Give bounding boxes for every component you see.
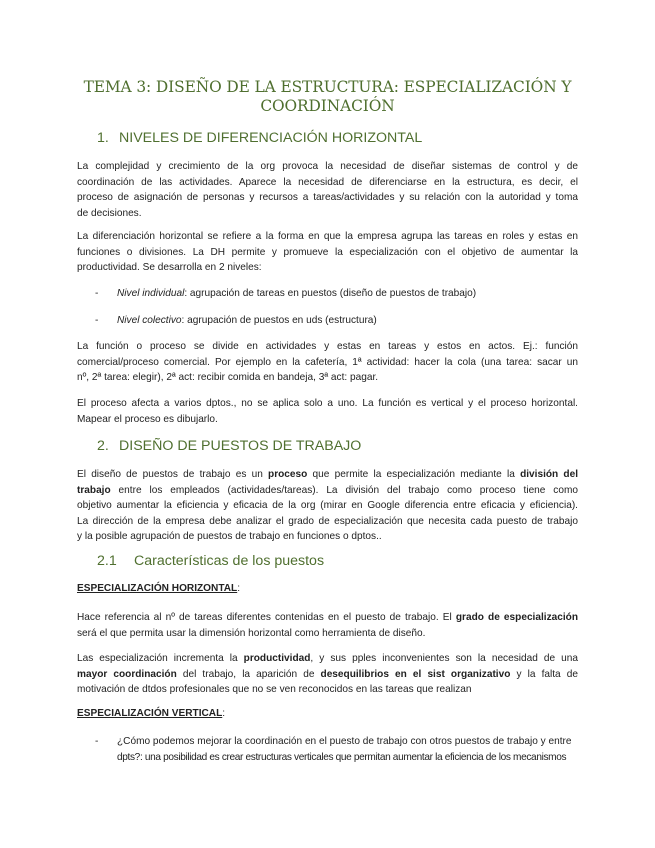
title-line-2: COORDINACIÓN (260, 96, 395, 115)
section-title: Características de los puestos (134, 553, 325, 569)
paragraph (77, 610, 578, 641)
text-line: mayor coordinación del trabajo, la aparición de desequilibrios en el sist organizativo y la falta de (77, 668, 578, 680)
subheading-colon: : (222, 708, 226, 719)
text-line: dpts?: una posibilidad es crear estructuras verticales que permitan aumentar la eficiencia de los mecanismos (117, 751, 567, 763)
paragraph (77, 159, 578, 221)
section-number: 1. (97, 130, 109, 146)
subheading-colon: : (237, 583, 241, 594)
text-line: productividad. Se desarrolla en 2 niveles: (77, 262, 262, 273)
term: Nivel individual (117, 288, 185, 299)
section-number: 2.1 (97, 553, 117, 569)
paragraph (77, 396, 578, 427)
section-1-heading (97, 130, 422, 146)
paragraph (77, 467, 578, 545)
text-line: comercial/proceso comercial. Por ejemplo en la cafetería, 1ª actividad: hacer la cola (una tarea: sacar un (77, 356, 578, 368)
list-item (95, 734, 578, 765)
bullet-dash: - (95, 736, 99, 747)
text-line: proceso de asignación de personas y recursos a tareas/actividades y su relación con la autoridad y toma (77, 192, 578, 203)
subheading-text: ESPECIALIZACIÓN VERTICAL (77, 708, 223, 719)
text-line: coordinación de las actividades. Aparece la necesidad de diferenciarse en la estructura, es decir, el (77, 176, 578, 188)
text-line: ¿Cómo podemos mejorar la coordinación en el puesto de trabajo con otros puestos de trabajo y entre (117, 736, 572, 747)
list-text: : agrupación de puestos en uds (estructura) (181, 315, 377, 326)
bullet-dash: - (95, 315, 99, 326)
text-line: motivación de dtdos profesionales que no se ven reconocidos en las tareas que realizan (77, 684, 472, 695)
bullet-dash: - (95, 288, 99, 299)
text-line: Hace referencia al nº de tareas diferentes contenidas en el puesto de trabajo. El grado de especialización (77, 612, 578, 623)
text-line: La función o proceso se divide en actividades y estas en tareas y estos en actos. Ej.: función (77, 341, 578, 352)
subheading (77, 708, 225, 719)
list-item (95, 313, 578, 329)
paragraph (77, 651, 578, 698)
title-line-1: TEMA 3: DISEÑO DE LA ESTRUCTURA: ESPECIALIZACIÓN Y (83, 78, 572, 96)
list-item (95, 286, 578, 302)
text-line: nº, 2ª tarea: elegir), 2ª act: recibir comida en bandeja, 3ª act: pagar. (77, 372, 379, 383)
section-title: DISEÑO DE PUESTOS DE TRABAJO (119, 438, 362, 454)
subheading (77, 583, 240, 594)
text-line: Mapear el proceso es dibujarlo. (77, 413, 218, 425)
text-line: La dirección de la empresa debe analizar el grado de especialización que necesita cada puesto de trabajo (77, 515, 578, 527)
section-title: NIVELES DE DIFERENCIACIÓN HORIZONTAL (119, 130, 423, 146)
text-line: será el que permita usar la dimensión horizontal como herramienta de diseño. (77, 627, 426, 639)
text-line: objetivo aumentar la eficiencia y eficacia de la org (mirar en Google diferencia entre eficacia y eficiencia). (77, 500, 578, 511)
text-line: Las especialización incrementa la productividad, y sus pples inconvenientes son la necesidad de una (77, 653, 578, 664)
text-line: La complejidad y crecimiento de la org provoca la necesidad de diseñar sistemas de control y de (77, 161, 578, 172)
section-2-1-heading (97, 553, 324, 569)
paragraph (77, 229, 578, 276)
list-text: : agrupación de tareas en puestos (diseño de puestos de trabajo) (184, 288, 477, 299)
text-line: La diferenciación horizontal se refiere a la forma en que la empresa agrupa las tareas en roles y estas en (77, 231, 578, 242)
text-line: y la posible agrupación de puestos de trabajo en funciones o dptos.. (77, 531, 382, 542)
paragraph (77, 339, 578, 386)
list-text (117, 734, 578, 765)
section-number: 2. (97, 438, 109, 454)
text-line: El diseño de puestos de trabajo es un proceso que permite la especialización mediante la división del (77, 469, 578, 480)
text-line: de decisiones. (77, 207, 142, 219)
document-title (60, 78, 595, 115)
text-line: funciones o divisiones. La DH permite y promueve la especialización con el objetivo de aumentar la (77, 246, 578, 258)
term: Nivel colectivo (117, 315, 182, 326)
section-2-heading (97, 438, 361, 454)
text-line: trabajo entre los empleados (actividades/tareas). La división del trabajo como proceso tiene como (77, 484, 578, 496)
text-line: El proceso afecta a varios dptos., no se aplica solo a uno. La función es vertical y el proceso horizontal. (77, 398, 578, 409)
subheading-text: ESPECIALIZACIÓN HORIZONTAL (77, 583, 238, 594)
